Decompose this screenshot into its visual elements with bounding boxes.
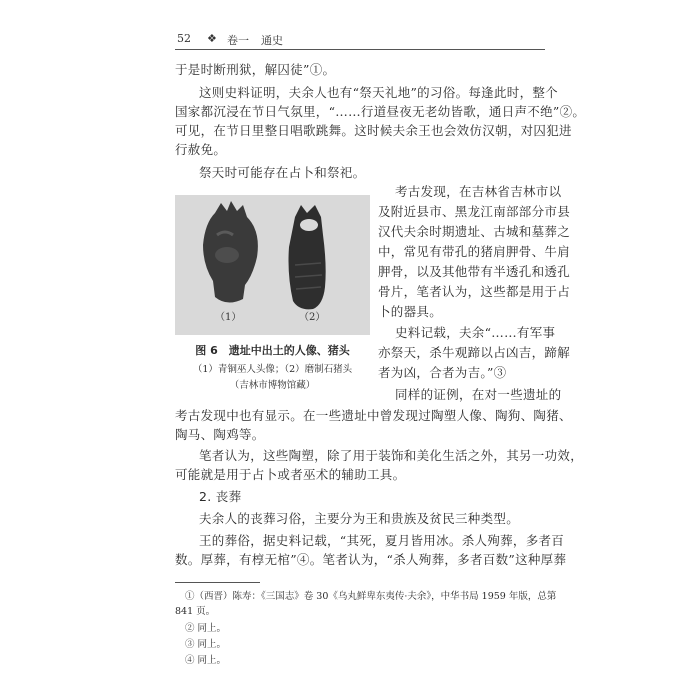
body-line: 这则史料证明，夫余人也有“祭天礼地”的习俗。每逢此时，整个: [199, 85, 558, 100]
right-column-line: 骨片，笔者认为，这些都是用于占: [378, 284, 571, 299]
footnote-4: ④ 同上。: [185, 655, 227, 666]
section-heading: 2. 丧葬: [199, 489, 242, 504]
figure-source: （吉林市博物馆藏）: [229, 380, 316, 391]
footnote-1-continued: 841 页。: [175, 606, 216, 617]
running-header: [175, 30, 545, 48]
body-line: 于是时断刑狱，解囚徒”①。: [175, 62, 336, 77]
body-line: 数。厚葬，有椁无棺”④。笔者认为，“杀人殉葬，多者百数”这种厚葬: [175, 552, 567, 567]
figure-label-1: （1）: [215, 312, 242, 323]
body-line: 国家都沉浸在节日气氛里，“……行道昼夜无老幼皆歌，通日声不绝”②。: [175, 104, 586, 119]
body-line: 王的葬俗，据史料记载，“其死，夏月皆用冰。杀人殉葬，多者百: [199, 533, 565, 548]
body-line: 祭天时可能存在占卜和祭祀。: [199, 165, 366, 180]
right-column-line: 考古发现，在吉林省吉林市以: [395, 184, 562, 199]
section-label: 通史: [261, 34, 283, 47]
right-column-line: 胛骨，以及其他带有半透孔和透孔: [378, 264, 571, 279]
body-line: 陶马、陶鸡等。: [175, 427, 265, 442]
body-line: 笔者认为，这些陶塑，除了用于装饰和美化生活之外，其另一功效，: [199, 448, 584, 463]
body-line: 夫余人的丧葬习俗，主要分为王和贵族及贫民三种类型。: [199, 511, 520, 526]
right-column-line: 及附近县市、黑龙江南部部分市县: [378, 204, 571, 219]
footnote-2: ② 同上。: [185, 623, 227, 634]
body-line: 可能就是用于占卜或者巫术的辅助工具。: [175, 467, 406, 482]
right-column-line: 亦祭天，杀牛观蹄以占凶吉，蹄解: [378, 345, 571, 360]
ornament-icon: ❖: [207, 32, 217, 45]
body-line: 可见，在节日里整日唱歌跳舞。这时候夫余王也会效仿汉朝，对囚犯进: [175, 123, 572, 138]
right-column-line: 汉代夫余时期遗址、古城和墓葬之: [378, 224, 571, 239]
header-rule: [175, 49, 545, 50]
artifact-photo: [175, 195, 370, 335]
right-column-line: 史料记载，夫余“……有军事: [395, 325, 556, 340]
figure-label-2: （2）: [299, 312, 326, 323]
footnote-rule: [175, 582, 260, 583]
body-line: 行赦免。: [175, 142, 227, 157]
artifact-photo-graphic: [175, 195, 370, 335]
volume-label: 卷一: [227, 34, 249, 47]
figure-caption: （1）青铜巫人头像；（2）磨制石猪头: [192, 364, 353, 375]
right-column-line: 卜的器具。: [378, 304, 443, 319]
body-line: 考古发现中也有显示。在一些遗址中曾发现过陶塑人像、陶狗、陶猪、: [175, 408, 572, 423]
footnote-3: ③ 同上。: [185, 639, 227, 650]
right-column-line: 中，常见有带孔的猪肩胛骨、牛肩: [378, 244, 571, 259]
page-number: 52: [177, 32, 191, 45]
right-column-line: 者为凶，合者为吉。”③: [378, 365, 507, 380]
footnote-1: ①（西晋）陈寿：《三国志》卷 30《乌丸鲜卑东夷传·夫余》，中华书局 1959 年版，总第: [185, 591, 557, 602]
figure-title: 图 6 遗址中出土的人像、猪头: [195, 344, 350, 357]
right-column-line: 同样的证例，在对一些遗址的: [395, 387, 562, 402]
